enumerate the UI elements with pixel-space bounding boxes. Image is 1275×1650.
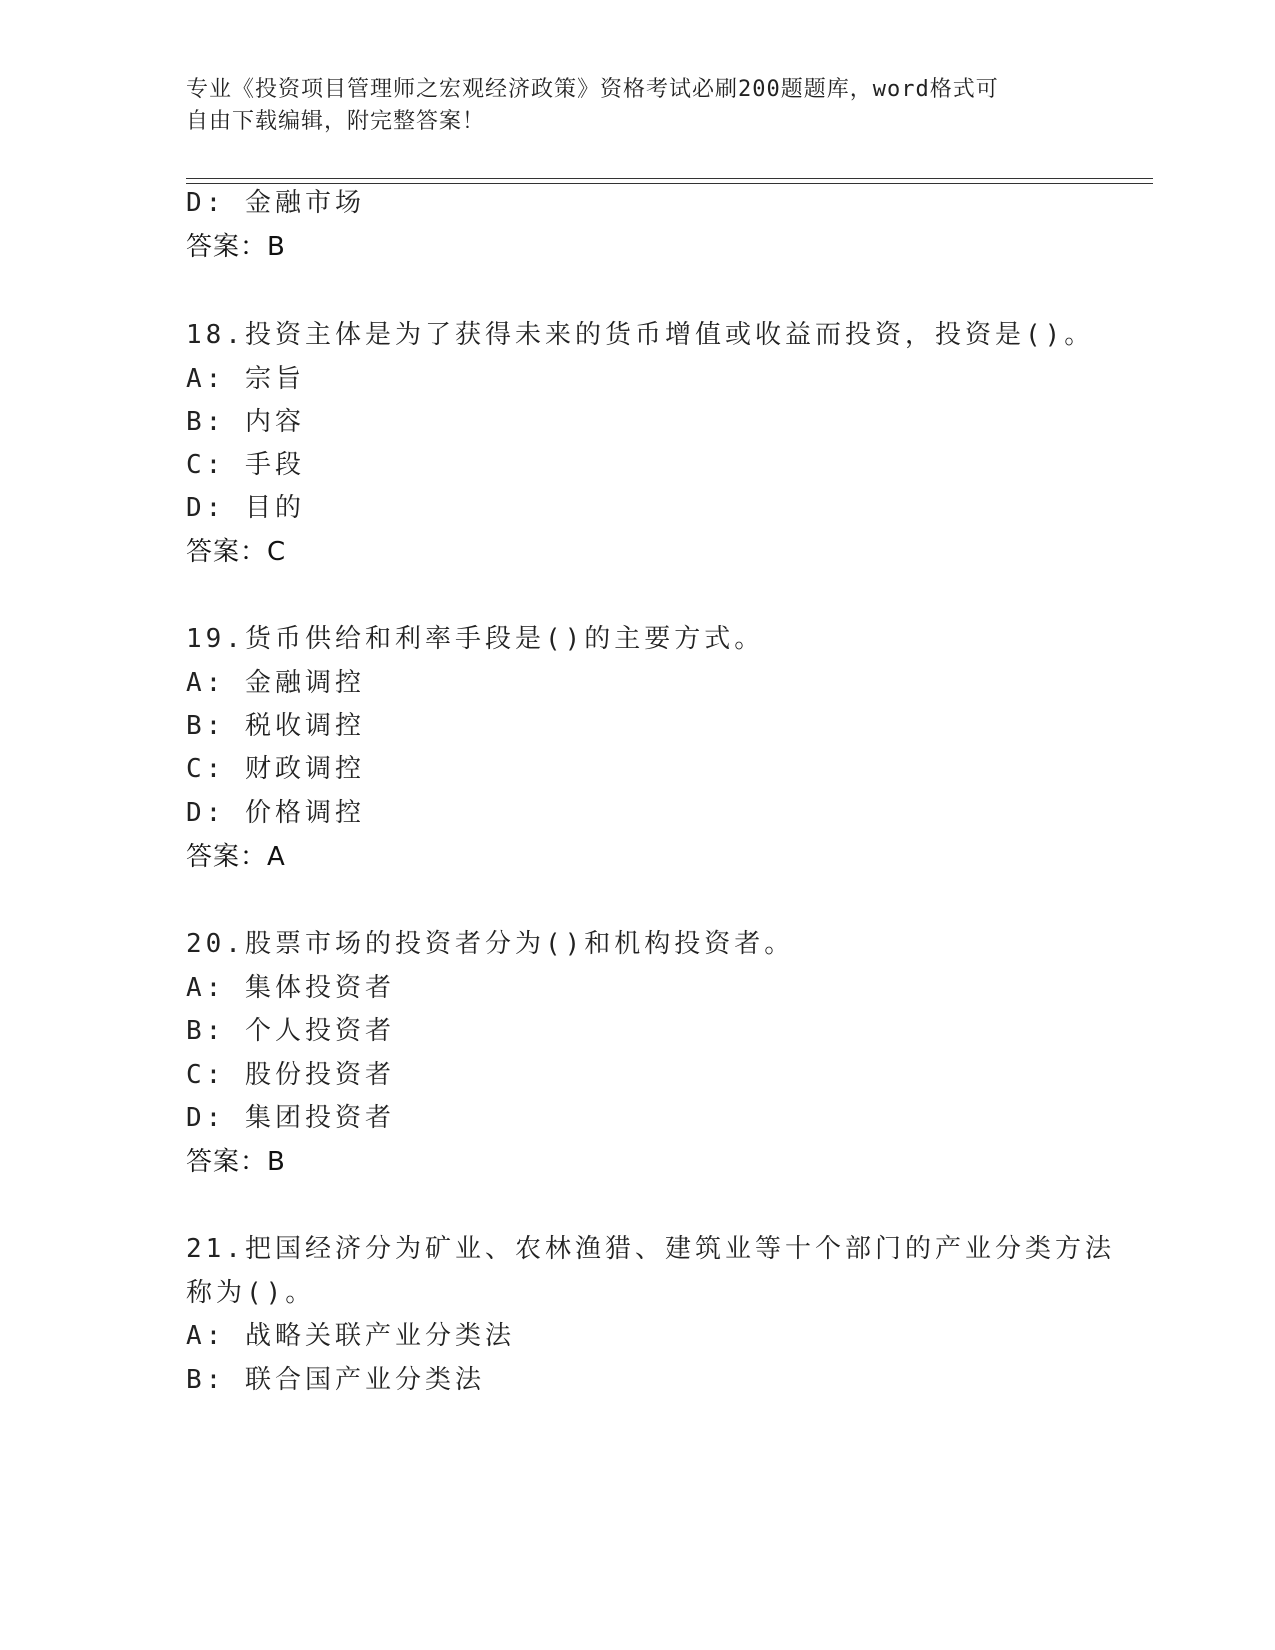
question-20-option-b: B: 个人投资者 [186, 1016, 395, 1046]
question-19-option-c: C: 财政调控 [186, 754, 365, 784]
prev-option-d: D: 金融市场 [186, 188, 365, 218]
header-divider-bottom [186, 183, 1153, 184]
question-19-text: 19.货币供给和利率手段是()的主要方式。 [186, 624, 765, 654]
question-18-option-c: C: 手段 [186, 450, 305, 480]
question-19-option-d: D: 价格调控 [186, 798, 365, 828]
question-19-option-a: A: 金融调控 [186, 668, 365, 698]
question-18-answer: 答案：C [186, 537, 287, 567]
question-18-text: 18.投资主体是为了获得未来的货币增值或收益而投资，投资是()。 [186, 320, 1095, 350]
question-21-text-line2: 称为()。 [186, 1278, 316, 1308]
question-18-option-d: D: 目的 [186, 493, 305, 523]
question-21-option-a: A: 战略关联产业分类法 [186, 1321, 515, 1351]
question-21-option-b: B: 联合国产业分类法 [186, 1365, 485, 1395]
question-19-answer: 答案：A [186, 842, 286, 872]
header-divider-top [186, 178, 1153, 179]
question-20-answer: 答案：B [186, 1147, 286, 1177]
question-20-option-d: D: 集团投资者 [186, 1103, 395, 1133]
header-title-line2: 自由下载编辑，附完整答案！ [186, 109, 486, 134]
question-20-text: 20.股票市场的投资者分为()和机构投资者。 [186, 929, 795, 959]
header-title-line1: 专业《投资项目管理师之宏观经济政策》资格考试必刷200题题库，word格式可 [186, 77, 999, 102]
question-18-option-a: A: 宗旨 [186, 364, 305, 394]
question-20-option-a: A: 集体投资者 [186, 973, 395, 1003]
question-20-option-c: C: 股份投资者 [186, 1060, 395, 1090]
question-21-text-line1: 21.把国经济分为矿业、农林渔猎、建筑业等十个部门的产业分类方法 [186, 1234, 1115, 1264]
document-header [186, 74, 1066, 138]
question-19-option-b: B: 税收调控 [186, 711, 365, 741]
prev-answer: 答案：B [186, 232, 286, 262]
question-18-option-b: B: 内容 [186, 407, 305, 437]
